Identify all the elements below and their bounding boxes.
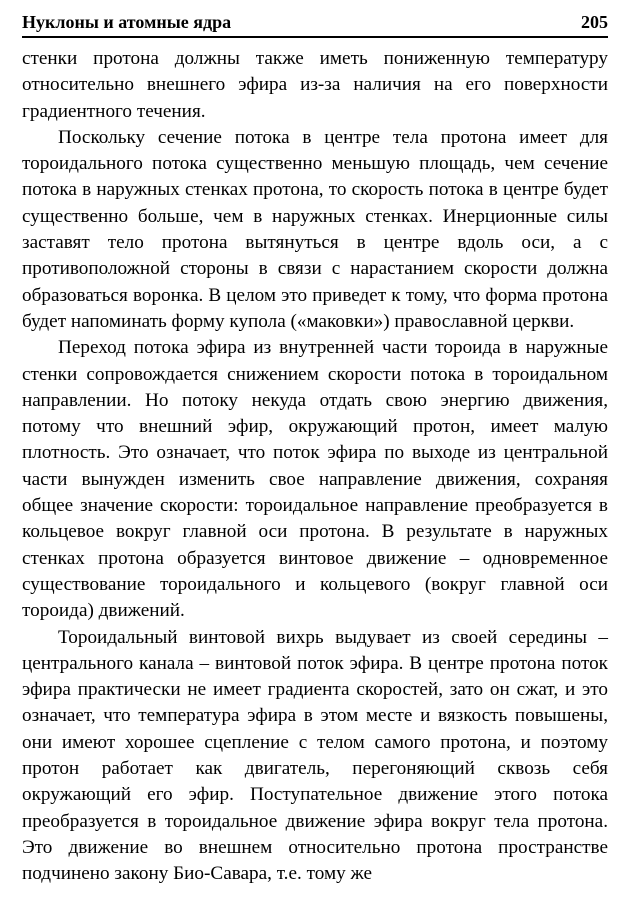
paragraph: Переход потока эфира из внутренней части тороида в наружные стенки сопровождается снижением скорости потока в тороидальном направлении. Но потоку некуда отдать свою энергию движения, потому что внешний эфир, окружающий протон, имеет малую плотность. Это означает, что поток эфира по выходе из центральной части вынужден изменить свое направление движения, сохраняя общее значение скорости: тороидальное направление преобразуется в кольцевое вокруг главной оси протона. В результате в наружных стенках протона образуется винтовое движение – одновременное существование тороидального и кольцевого (вокруг главной оси тороида) движений. <box>22 337 608 622</box>
paragraph: Тороидальный винтовой вихрь выдувает из своей середины – центрального канала – винтовой поток эфира. В центре протона поток эфира практически не имеет градиента скоростей, зато он сжат, и это означает, что температура эфира в этом месте и вязкость повышены, они имеют хорошее сцепление с телом самого протона, и поэтому протон работает как двигатель, перегоняющий сквозь себя окружающий его эфир. Поступательное движение этого потока преобразуется в тороидальное движение эфира вокруг тела протона. Это движение во внешнем относительно протона пространстве подчинено закону Био-Савара, т.е. тому же <box>22 626 608 885</box>
book-page <box>22 10 608 888</box>
body-text <box>22 46 608 888</box>
running-header <box>22 10 608 38</box>
chapter-title: Нуклоны и атомные ядра <box>22 12 232 32</box>
paragraph-continuation: стенки протона должны также иметь пониженную температуру относительно внешнего эфира из-за наличия на его поверхности градиентного течения. <box>22 48 608 122</box>
page-number: 205 <box>581 12 608 32</box>
paragraph: Поскольку сечение потока в центре тела протона имеет для тороидального потока существенно меньшую площадь, чем сечение потока в наружных стенках протона, то скорость потока в центре будет существенно больше, чем в наружных стенках. Инерционные силы заставят тело протона вытянуться в центре вдоль оси, а с противоположной стороны в связи с нарастанием скорости должна образоваться воронка. В целом это приведет к тому, что форма протона будет напоминать форму купола («маковки») православной церкви. <box>22 126 608 332</box>
